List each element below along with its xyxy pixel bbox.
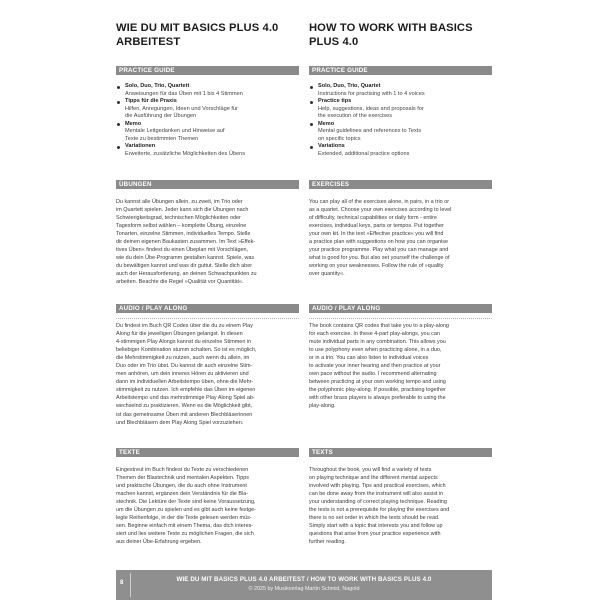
section-exercises [309,180,492,278]
text-line: und praktische Übungen, die du auch ohne Instrument [116,483,247,490]
section-audio-english [309,304,492,411]
text-line: to activate your inner hearing and then practice at your [309,363,441,370]
text-line: men anhören, um dein inneres Hören zu aktivieren und [116,371,249,378]
text-line: involved with playing. Tips and practical exercises, which [309,483,446,490]
section-body [116,198,299,287]
text-line: your understanding of correct playing technique. Reading [309,499,447,506]
text-line: 4-stimmigen Play Alongs kannst du einzelne Stimmen in [116,339,252,346]
list-item: Memo Mentale Leitgedanken und Hinweise auf Texte zu bestimmten Themen [116,121,299,144]
guide-list [116,83,299,158]
text-line: Eingestreut im Buch findest du Texte zu verschiedenen [116,467,249,473]
section-audio-german [116,304,299,427]
list-item: Solo, Duo, Trio, Quartet Instructions for practising with 1 to 4 voices [309,83,492,98]
list-item: Variationen Erweiterte, zusätzliche Möglichkeiten des Übens [116,143,299,158]
section-header: EXERCISES [309,180,492,189]
text-line: further reading. [309,539,346,546]
text-line: your practice programme. Play what you can manage and [309,247,449,254]
text-line: dann im individuellen Arbeitstempo üben, ohne die Mehr- [116,379,254,386]
footer-title: WIE DU MIT BASICS PLUS 4.0 ARBEITEST / HOW TO WORK WITH BASICS PLUS 4.0 [176,576,432,583]
text-line: the polyphonic play-along. If possible, practising together [309,387,446,394]
text-line: as a quartet. Choose your own exercises according to level [309,207,452,214]
text-line: of difficulty, technical capabilities or daily form - entire [309,215,437,222]
text-line: The book contains QR codes that take you to a play-along [309,323,449,329]
column-english [309,22,492,546]
section-header: PRACTICE GUIDE [309,66,492,75]
text-line: auch der Herausforderung, an deinen Schwachpunkten zu [116,271,257,278]
text-line: Schwierigkeitsgrad, technischen Möglichkeiten oder [116,215,241,222]
section-body [309,198,492,278]
list-item: Solo, Duo, Trio, Quartett Anweisungen für das Üben mit 1 bis 4 Stimmen [116,83,299,98]
page-footer [116,570,492,600]
text-line: own pace without the audio. I recommend alternating [309,371,437,378]
text-line: Throughout the book, you will find a variety of texts [309,467,432,473]
list-item: Memo Mental guidelines and references to Texts on specific topics [309,121,492,144]
section-texte [116,448,299,546]
guide-list [309,83,492,158]
text-line: wechselnd zu praktizieren. Wenn es die Möglichkeit gibt, [116,403,253,410]
section-header: TEXTS [309,448,492,457]
footer-copyright: © 2025 by Musikverlag Martin Schmid, Nagold [248,586,360,592]
section-body [116,322,299,427]
text-line: with other brass players is always preferable to using the [309,395,446,402]
text-line: a practice plan with suggestions on how you can organise [309,239,449,246]
practice-guide-german [116,66,299,158]
list-item: Practice tips Help, suggestions, ideas and proposals for the execution of the exercises [309,98,492,121]
text-line: Tagesform selbst wählen – komplette Übung, einzelne [116,223,247,230]
text-line: to use polyphony even when practicing alone, in a duo, [309,347,442,354]
text-line: exercises, individual keys, parts or tempos. Put together [309,223,444,230]
section-header: AUDIO / PLAY ALONG [309,304,492,313]
text-line: Du findest im Buch QR Codes über die du zu einem Play [116,323,253,329]
text-line: machen kannst, ergänzen dein Verständnis für die Bla- [116,491,249,498]
title-line: PLUS 4.0 [309,35,359,48]
text-line: play-along. [309,403,336,410]
text-line: wie du dein Übe-Programm gestalten kannst. Spiele, was [116,255,255,262]
text-line: can be done away from the instrument will also assist in [309,491,444,498]
section-header: AUDIO / PLAY ALONG [116,304,299,313]
text-line: stimmigkeit zu nutzen. Ich empfehle das Üben im eigenen [116,387,256,394]
list-item: Tipps für die Praxis Hilfen, Anregungen, Ideen und Vorschläge für die Ausführung der Übungen [116,98,299,121]
text-line: for each exercise. In these 4-part play-alongs, you can [309,331,440,338]
text-line: stechnik. Die Lektüre der Texte sind keine Voraussetzung, [116,499,256,506]
title-line: HOW TO WORK WITH BASICS [309,22,473,34]
text-line: arbeiten. Beachte die Regel »Qualität vor Quantität«. [116,279,244,286]
text-line: what is good for you. But also set yourself the challenge of [309,255,450,262]
text-line: Du kannst alle Übungen allein, zu zweit, im Trio oder [116,199,243,205]
section-body [116,466,299,546]
title-line: ARBEITEST [116,35,181,48]
text-line: dir deinen eigenen Baukasten zusammen. Im Text »Effek- [116,239,256,246]
column-german [116,22,299,546]
text-line: questions that arise from your practice experience with [309,531,441,538]
section-texts [309,448,492,546]
text-line: mute individual parts in any combination. This allows you [309,339,446,346]
text-line: legte Reihenfolge, in der die Texte gelesen werden müs- [116,515,252,522]
text-line: or in a trio. You can also listen to individual voices [309,355,429,362]
section-header: TEXTE [116,448,299,457]
text-line: um die Übungen zu spielen und es gibt auch keine festge- [116,507,256,514]
text-line: Along für die jeweiligen Übungen gelangst. In diesen [116,331,243,338]
text-line: sen. Beginne einfach mit einem Thema, das dich interes- [116,523,254,530]
text-line: your own kit. In the text »Effective practice« you will find [309,231,444,238]
practice-guide-english [309,66,492,158]
page-title-english [309,22,492,52]
text-line: there is no set order in which the texts should be read. [309,515,440,522]
text-line: Arbeitstempo und das mehrstimmige Play Along Spiel ab- [116,395,255,402]
text-line: working on your weaknesses. Follow the rule of »quality [309,263,444,270]
text-line: between practicing at your own working tempo and using [309,379,446,386]
section-body [309,466,492,546]
text-line: tives Üben« findest du einen Übeplan mit Vorschlägen, [116,247,249,254]
text-line: beliebiger Kombination stumm schalten. So ist es möglich, [116,347,257,354]
text-line: aus deiner Übe-Erfahrung ergeben. [116,539,202,546]
text-line: die Mehrstimmigkeit zu nutzen, auch wenn du allein, im [116,355,250,362]
text-line: on playing technique and the different mental aspects [309,475,438,482]
section-body [309,322,492,411]
list-item: Variations Extended, additional practice options [309,143,492,158]
page-title-german [116,22,299,52]
text-line: ist das gemeinsame Üben mit anderen Blechbläserinnen [116,411,253,418]
section-header: ÜBUNGEN [116,180,299,189]
text-line: Simply start with a topic that interests you and follow up [309,523,443,530]
text-line: Tonarten, einzelne Stimmen, individuelles Tempo. Stelle [116,231,251,238]
text-line: over quantity«. [309,271,345,278]
text-line: und Blechbläsern dem Play Along Spiel vorzuziehen. [116,419,244,426]
title-line: WIE DU MIT BASICS PLUS 4.0 [116,22,279,34]
section-header: PRACTICE GUIDE [116,66,299,75]
page-number: 8 [120,580,124,586]
text-line: Duo oder im Trio übst. Du kannst dir auch einzelne Stim- [116,363,253,370]
text-line: siert und lies weitere Texte zu möglichen Fragen, die sich [116,531,254,538]
text-line: im Quartett spielen. Jeder kann sich die Übungen nach [116,207,249,214]
text-line: the texts is not a prerequisite for playing the exercises and [309,507,450,514]
section-uebungen [116,180,299,287]
text-line: Themen der Blastechnik und mentalen Aspekten. Tipps [116,475,249,482]
text-line: du bewältigen kannst und was dir guttut. Stelle dich aber [116,263,253,270]
text-line: You can play all of the exercises alone, in pairs, in a trio or [309,199,450,205]
